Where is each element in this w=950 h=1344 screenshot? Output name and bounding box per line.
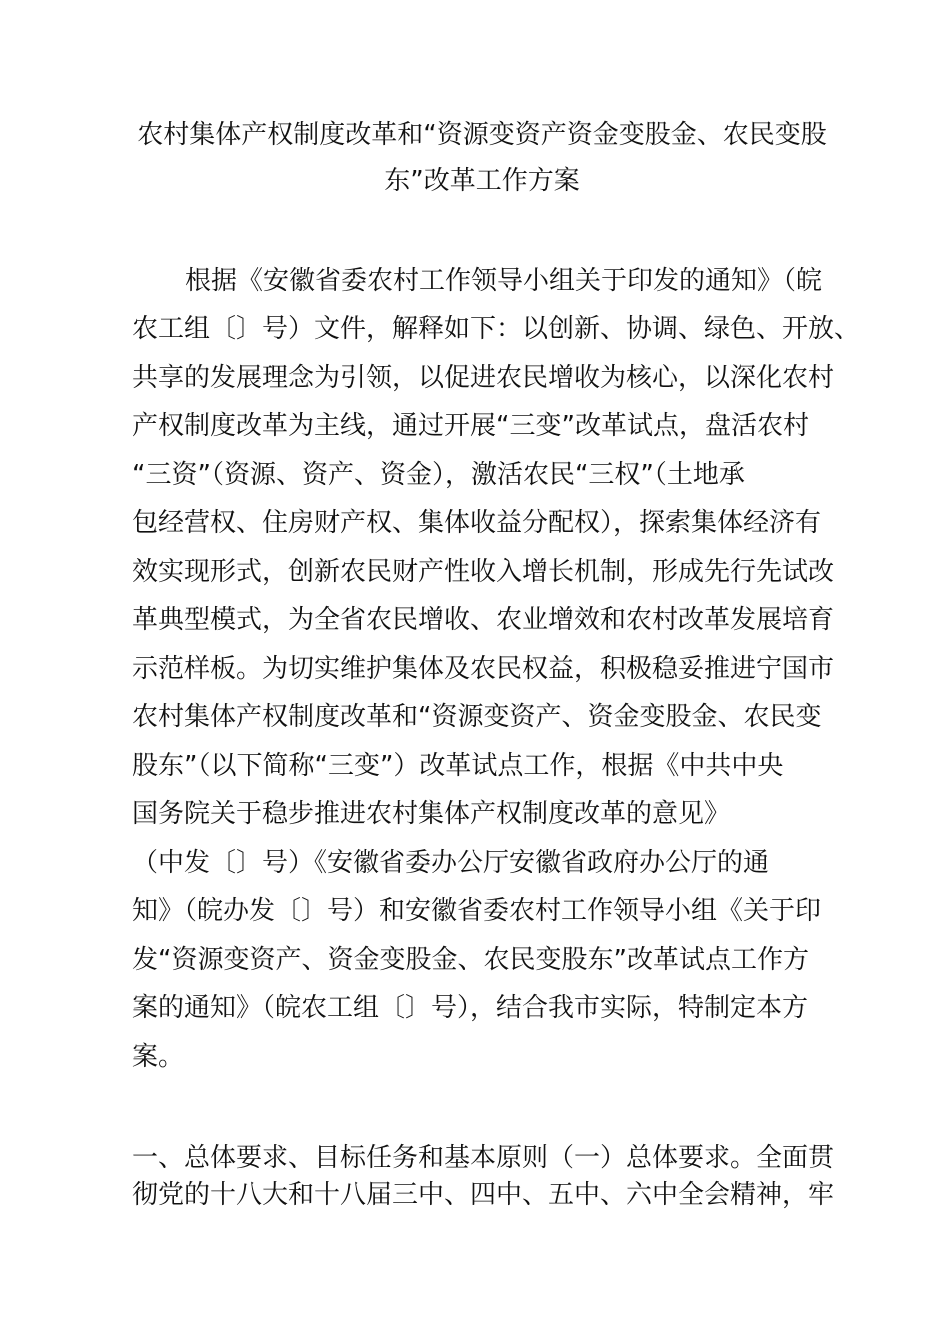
body-line: 案。 [132,1042,185,1072]
body-line: 包经营权、住房财产权、集体收益分配权），探索集体经济有 [132,508,822,538]
body-line: 效实现形式，创新农民财产性收入增长机制，形成先行先试改 [132,557,835,587]
title-line: 东”改革工作方案 [384,166,580,196]
body-line: 示范样板。为切实维护集体及农民权益，积极稳妥推进宁国市 [132,654,835,684]
body-line: “三资”（资源、资产、资金），激活农民“三权”（土地承 [132,460,745,490]
body-line: 农村集体产权制度改革和“资源变资产、资金变股金、农民变 [132,702,822,732]
body-line: 共享的发展理念为引领，以促进农民增收为核心，以深化农村 [132,363,835,393]
body-line: 案的通知》（皖农工组〔〕号），结合我市实际，特制定本方 [132,993,809,1023]
body-line: 产权制度改革为主线，通过开展“三变”改革试点，盘活农村 [132,411,809,441]
document-title [132,112,832,204]
body-line: 国务院关于稳步推进农村集体产权制度改革的意见》 [132,799,731,829]
body-line: 知》（皖办发〔〕号）和安徽省委农村工作领导小组《关于印 [132,896,822,926]
section-body-line: 彻党的十八大和十八届三中、四中、五中、六中全会精神，牢 [132,1180,835,1210]
body-line: （中发〔〕号）《安徽省委办公厅安徽省政府办公厅的通 [132,848,770,878]
section-heading-line: 一、总体要求、目标任务和基本原则（一）总体要求。全面贯 [132,1143,835,1173]
body-line: 根据《安徽省委农村工作领导小组关于印发的通知》（皖 [185,266,823,296]
title-line: 农村集体产权制度改革和“资源变资产资金变股金、农民变股 [137,120,827,150]
body-line: 农工组〔〕号）文件，解释如下：以创新、协调、绿色、开放、 [132,314,861,344]
body-line: 发“资源变资产、资金变股金、农民变股东”改革试点工作方 [132,945,809,975]
body-line: 革典型模式，为全省农民增收、农业增效和农村改革发展培育 [132,605,835,635]
body-line: 股东”（以下简称“三变”）改革试点工作，根据《中共中央 [132,751,784,781]
